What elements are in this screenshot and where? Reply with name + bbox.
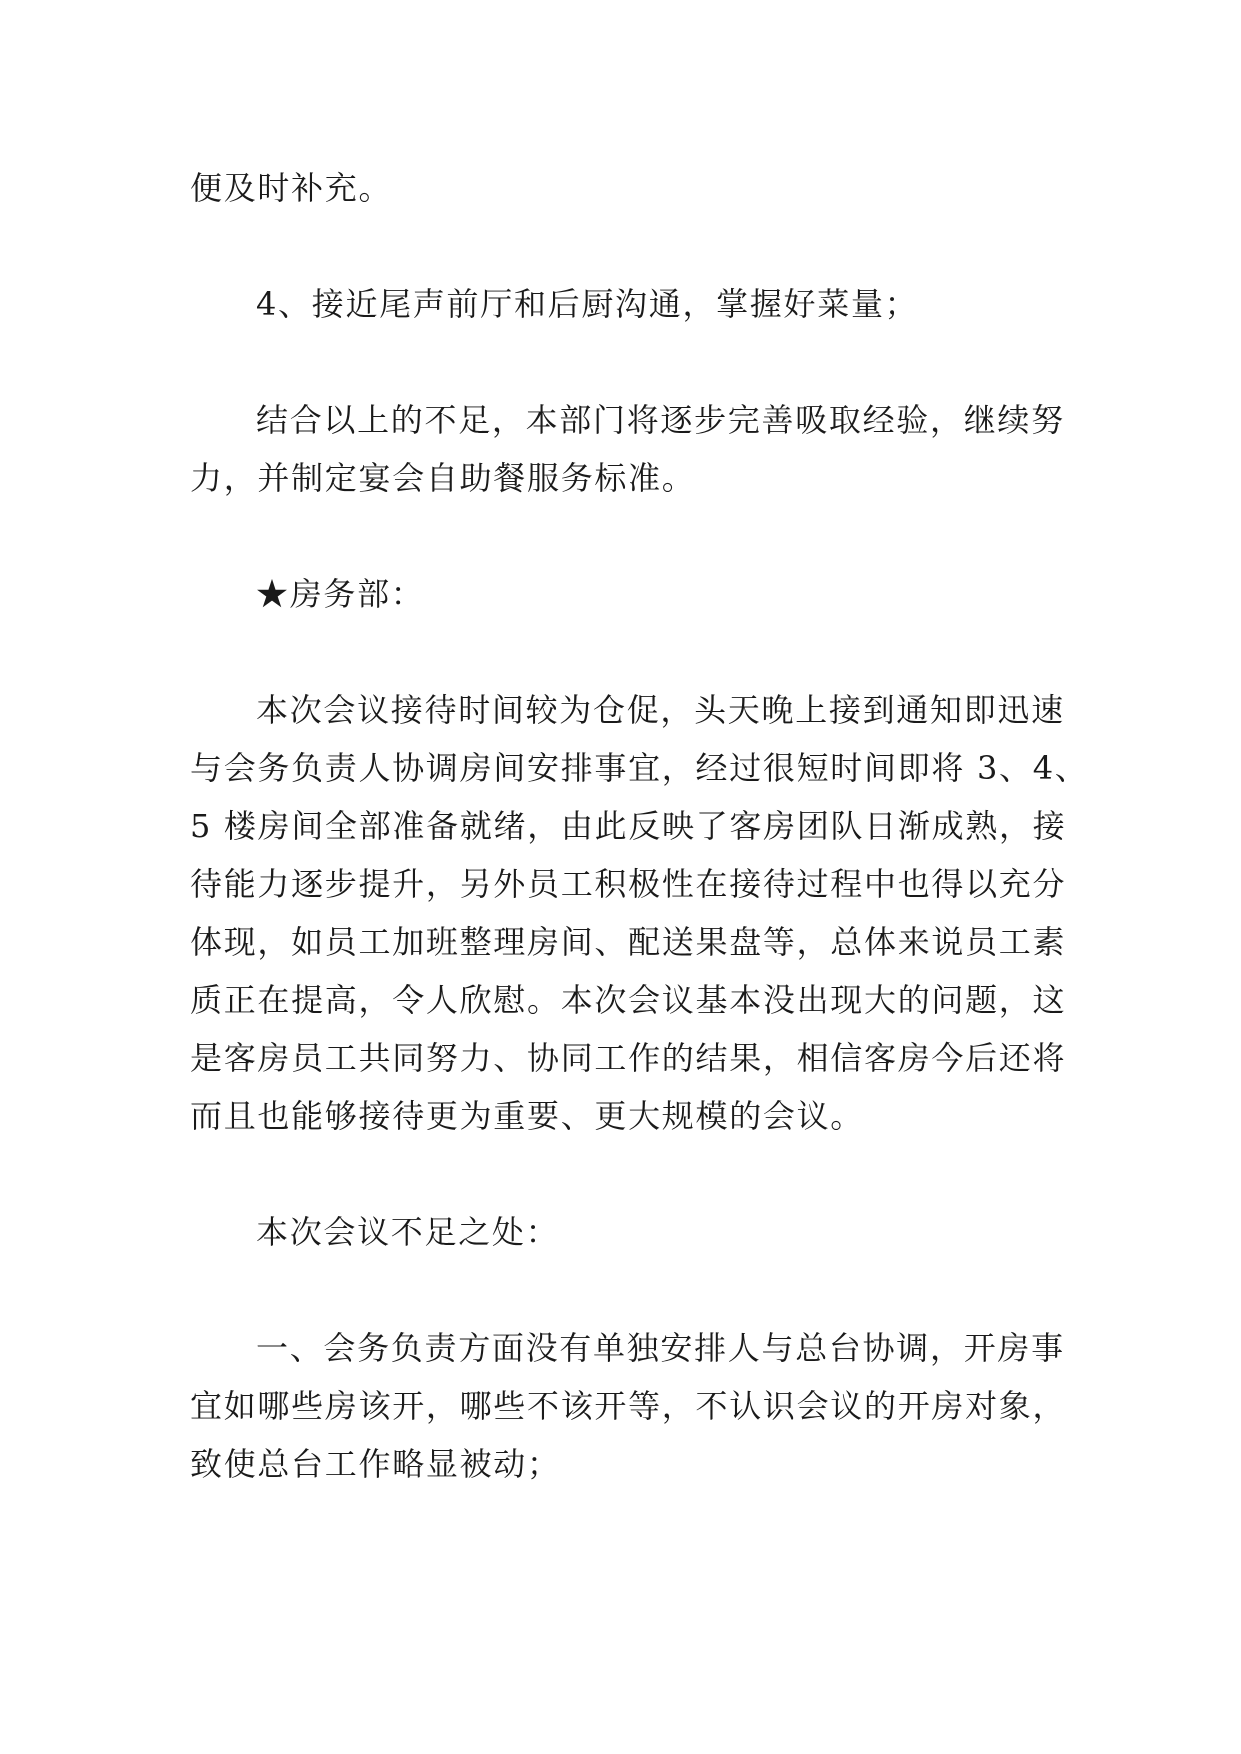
paragraph-line: 结合以上的不足，本部门将逐步完善吸取经验，继续努 [256, 401, 1065, 439]
paragraph-line: 与会务负责人协调房间安排事宜，经过很短时间即将 3、4、 [190, 749, 1089, 787]
paragraph-line: 4、接近尾声前厅和后厨沟通，掌握好菜量； [256, 285, 919, 323]
section-heading: ★房务部： [256, 575, 425, 613]
paragraph-line: 便及时补充。 [190, 169, 393, 207]
paragraph-line: 待能力逐步提升，另外员工积极性在接待过程中也得以充分 [190, 865, 1067, 903]
paragraph-line: 力，并制定宴会自助餐服务标准。 [190, 459, 696, 497]
paragraph-line: 一、会务负责方面没有单独安排人与总台协调，开房事 [256, 1329, 1065, 1367]
paragraph-line: 5 楼房间全部准备就绪，由此反映了客房团队日渐成熟，接 [190, 807, 1067, 845]
paragraph-line: 本次会议不足之处： [256, 1213, 560, 1251]
paragraph-line: 本次会议接待时间较为仓促，头天晚上接到通知即迅速 [256, 691, 1065, 729]
paragraph-line: 宜如哪些房该开，哪些不该开等，不认识会议的开房对象， [190, 1387, 1067, 1425]
paragraph-line: 而且也能够接待更为重要、更大规模的会议。 [190, 1097, 865, 1135]
paragraph-line: 体现，如员工加班整理房间、配送果盘等，总体来说员工素 [190, 923, 1067, 961]
paragraph-line: 致使总台工作略显被动； [190, 1445, 561, 1483]
paragraph-line: 质正在提高，令人欣慰。本次会议基本没出现大的问题，这 [190, 981, 1067, 1019]
paragraph-line: 是客房员工共同努力、协同工作的结果，相信客房今后还将 [190, 1039, 1067, 1077]
